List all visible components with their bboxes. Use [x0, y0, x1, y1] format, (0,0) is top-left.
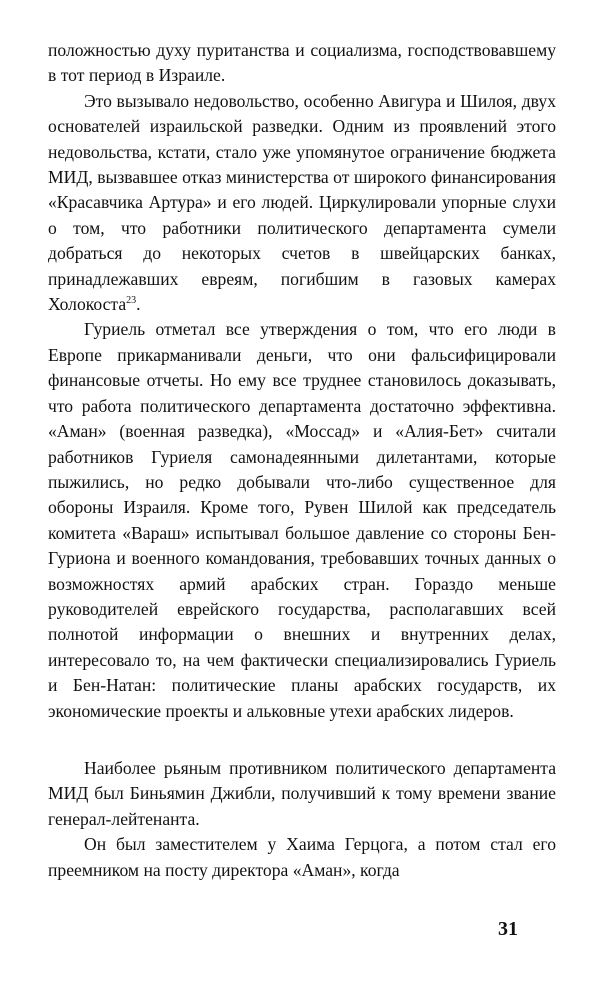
paragraph-3-text: Гуриель отметал все утверждения о том, что его люди в Европе прикарманивали деньги, что они фальсифицировали финансовые отчеты. Но ему все труднее становилось доказывать, что работа политического департамента достаточно эффективна. «Аман» (военная разведка), «Моссад» и «Алия-Бет» считали работников Гуриеля самонадеянными дилетантами, которые пыжились, но редко добывали что-либо существенное для обороны Израиля. Кроме того, Рувен Шилой как председатель комитета «Вараш» испытывал большое давление со стороны Бен-Гуриона и военного командования, требовавших точных данных о возможностях армий арабских стран. Гораздо меньше руководителей еврейского государства, располагавших всей полнотой информации о внешних и внутренних делах, интересовало то, на чем фактически специализировались Гуриель и Бен-Натан: политические планы арабских государств, их экономические проекты и альковные утехи арабских лидеров.	[48, 319, 556, 721]
paragraph-2-text: Это вызывало недовольство, особенно Авигура и Шилоя, двух основателей израильской разведки. Одним из проявлений этого недовольства, кстати, стало уже упомянутое ограничение бюджета МИД, вызвавшее отказ министерства от широкого финансирования «Красавчика Артура» и его людей. Циркулировали упорные слухи о том, что работники политического департамента сумели добраться до некоторых счетов в швейцарских банках, принадлежавших евреям, погибшим в газовых камерах Холокоста	[48, 90, 556, 315]
paragraph-1	[48, 38, 556, 89]
page-body	[48, 38, 556, 883]
page-number: 31	[498, 918, 518, 940]
paragraph-3	[48, 317, 556, 724]
paragraph-4-text: Наиболее рьяным противником политического департамента МИД был Биньямин Джибли, получивший к тому времени звание генерал-лейтенанта.	[48, 757, 556, 829]
footnote-marker: 23	[126, 295, 137, 307]
paragraph-5	[48, 832, 556, 883]
paragraph-5-text: Он был заместителем у Хаима Герцога, а потом стал его преемником на посту директора «Аман», когда	[48, 834, 556, 880]
paragraph-2	[48, 89, 556, 318]
paragraph-4	[48, 756, 556, 832]
paragraph-2-end: .	[136, 294, 141, 315]
paragraph-1-text: положностью духу пуританства и социализма, господствовавшему в тот период в Израиле.	[48, 40, 556, 86]
